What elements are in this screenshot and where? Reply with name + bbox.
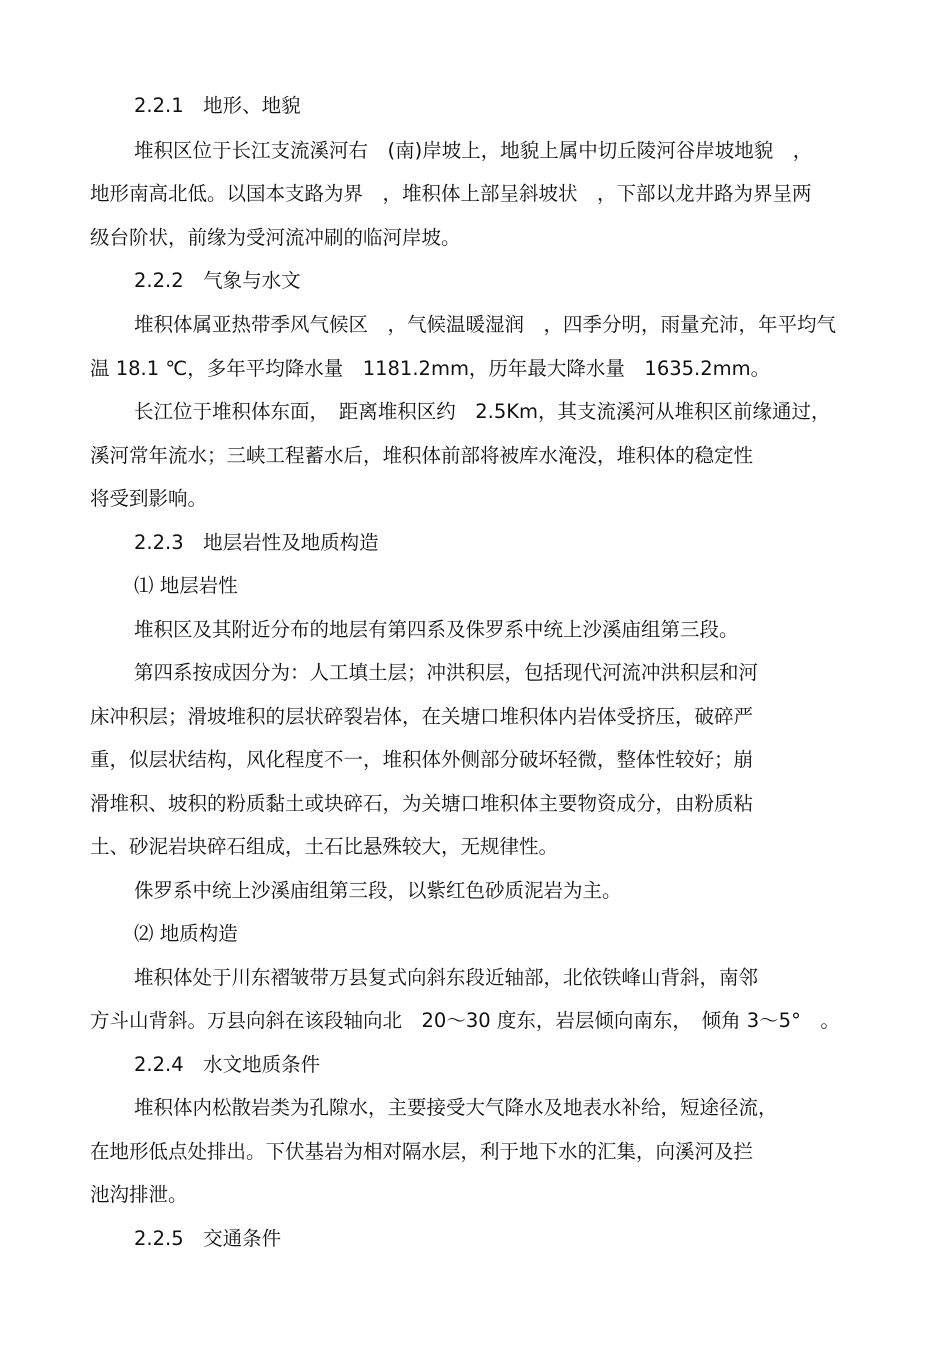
paragraph-line: 堆积体内松散岩类为孔隙水，主要接受大气降水及地表水补给，短途径流， — [134, 1096, 778, 1119]
subheading-stratum-lithology: ⑴ 地层岩性 — [134, 574, 238, 597]
paragraph-line: 侏罗系中统上沙溪庙组第三段，以紫红色砂质泥岩为主。 — [134, 879, 622, 902]
heading-2-2-3: 2.2.3 地层岩性及地质构造 — [134, 531, 379, 554]
paragraph-line: 池沟排泄。 — [90, 1183, 188, 1206]
paragraph-line: 堆积体属亚热带季风气候区 ，气候温暖湿润 ，四季分明，雨量充沛，年平均气 — [134, 313, 837, 336]
paragraph-line: 滑堆积、坡积的粉质黏土或块碎石，为关塘口堆积体主要物资成分，由粉质粘 — [90, 792, 754, 815]
paragraph-line: 长江位于堆积体东面， 距离堆积区约 2.5Km，其支流溪河从堆积区前缘通过， — [134, 400, 831, 423]
heading-2-2-1: 2.2.1 地形、地貌 — [134, 94, 301, 117]
paragraph-line: 第四系按成因分为：人工填土层；冲洪积层，包括现代河流冲洪积层和河 — [134, 661, 759, 684]
paragraph-line: 将受到影响。 — [90, 487, 208, 510]
paragraph-line: 堆积体处于川东褶皱带万县复式向斜东段近轴部，北依铁峰山背斜，南邻 — [134, 966, 759, 989]
paragraph-line: 堆积区及其附近分布的地层有第四系及侏罗系中统上沙溪庙组第三段。 — [134, 618, 739, 641]
paragraph-line: 在地形低点处排出。下伏基岩为相对隔水层，利于地下水的汇集，向溪河及拦 — [90, 1140, 754, 1163]
heading-2-2-4: 2.2.4 水文地质条件 — [134, 1053, 321, 1076]
paragraph-line: 床冲积层；滑坡堆积的层状碎裂岩体，在关塘口堆积体内岩体受挤压，破碎严 — [90, 705, 754, 728]
paragraph-line: 溪河常年流水；三峡工程蓄水后，堆积体前部将被库水淹没，堆积体的稳定性 — [90, 444, 754, 467]
subheading-geologic-structure: ⑵ 地质构造 — [134, 922, 238, 945]
paragraph-line: 温 18.1 ℃，多年平均降水量 1181.2mm，历年最大降水量 1635.2mm。 — [90, 357, 771, 380]
paragraph-line: 方斗山背斜。万县向斜在该段轴向北 20～30 度东，岩层倾向南东， 倾角 3～5° 。 — [90, 1009, 840, 1032]
paragraph-line: 级台阶状，前缘为受河流冲刷的临河岸坡。 — [90, 226, 461, 249]
paragraph-line: 堆积区位于长江支流溪河右 (南)岸坡上，地貌上属中切丘陵河谷岸坡地貌 ， — [134, 139, 813, 162]
heading-2-2-5: 2.2.5 交通条件 — [134, 1227, 282, 1250]
heading-2-2-2: 2.2.2 气象与水文 — [134, 269, 301, 292]
paragraph-line: 土、砂泥岩块碎石组成，土石比悬殊较大，无规律性。 — [90, 835, 559, 858]
paragraph-line: 重，似层状结构，风化程度不一，堆积体外侧部分破坏轻微，整体性较好；崩 — [90, 748, 754, 771]
paragraph-line: 地形南高北低。以国本支路为界 ，堆积体上部呈斜坡状 ，下部以龙井路为界呈两 — [90, 182, 812, 205]
